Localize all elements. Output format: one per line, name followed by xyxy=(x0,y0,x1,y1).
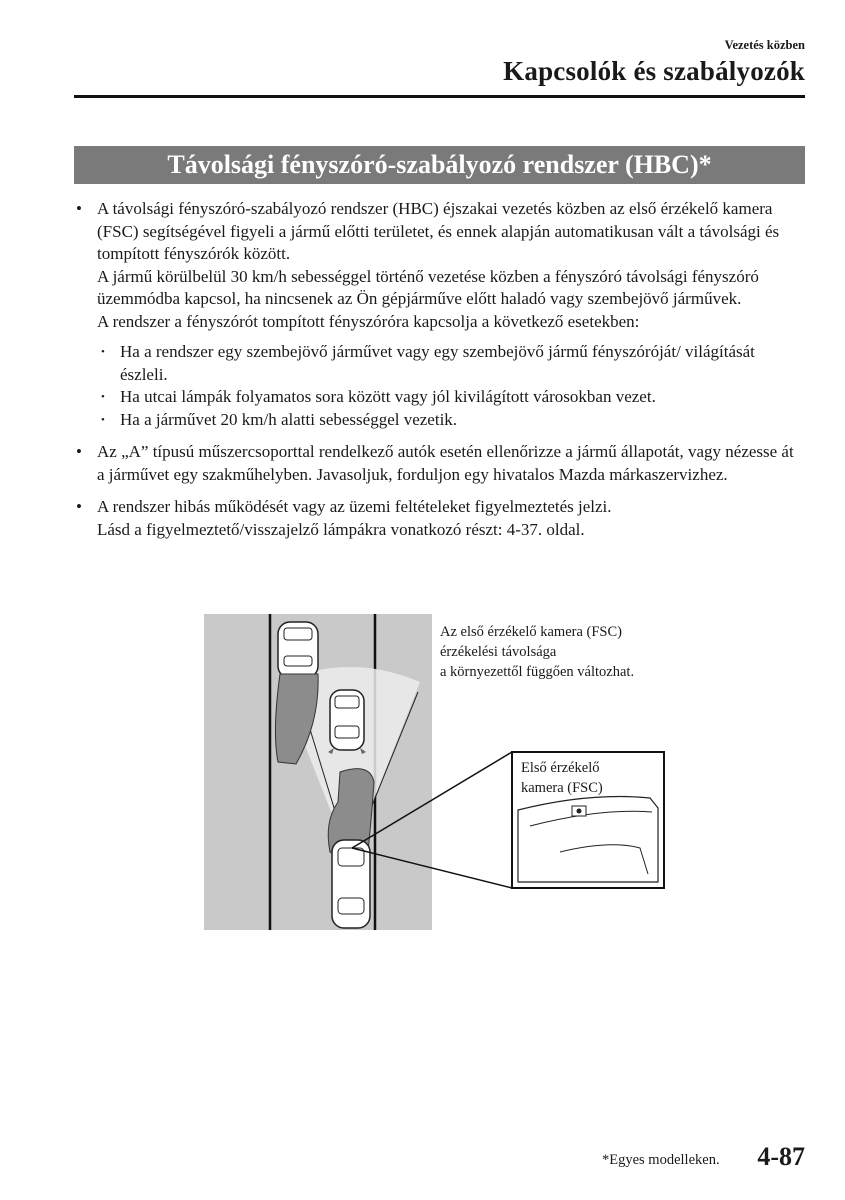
list-item: • Ha a járművet 20 km/h alatti sebességgel vezetik. xyxy=(97,409,805,432)
paragraph: • A rendszer hibás működését vagy az üzemi feltételeket figyelmeztetés jelzi. xyxy=(97,497,612,516)
bullet-instrument-cluster xyxy=(74,441,805,486)
page-number: 4-87 xyxy=(757,1142,805,1171)
paragraph: A jármű körülbelül 30 km/h sebességgel történő vezetése közben a fényszóró távolsági fényszóró üzemmódba kapcsol, ha nincsenek az Ön gépjárműve előtt haladó vagy szembejövő járművek. xyxy=(97,266,759,308)
page-title: Kapcsolók és szabályozók xyxy=(503,56,805,86)
footnote: *Egyes modelleken. xyxy=(602,1152,720,1168)
title-rule xyxy=(74,95,805,98)
paragraph: • Az „A” típusú műszercsoporttal rendelkező autók esetén ellenőrizze a jármű állapotát, vagy nézesse át a járművet egy szakműhelyben. Javasoljuk, forduljon egy hivatalos Mazda márkaszervizhez. xyxy=(97,442,794,484)
camera-label: Első érzékelő kamera (FSC) xyxy=(521,760,603,796)
detection-range-note: Az első érzékelő kamera (FSC) érzékelési távolsága a környezettől függően változhat. xyxy=(440,624,635,680)
bullet-hbc-description xyxy=(74,198,805,431)
low-beam-conditions-list xyxy=(97,341,805,431)
paragraph: A rendszer a fényszórót tompított fényszóróra kapcsolja a következő esetekben: xyxy=(97,311,640,331)
list-item: • Ha utcai lámpák folyamatos sora között vagy jól kivilágított városokban vezet. xyxy=(97,386,805,409)
running-header-section: Vezetés közben xyxy=(724,38,805,52)
paragraph: • A távolsági fényszóró-szabályozó rendszer (HBC) éjszakai vezetés közben az első érzékelő kamera (FSC) segítségével figyeli a jármű előtti területet, és ennek alapján automatikusan vált a távolsági és tompított fényszórók között. xyxy=(97,199,780,263)
section-title-banner: Távolsági fényszóró-szabályozó rendszer (HBC)* xyxy=(74,146,805,184)
body-content xyxy=(74,198,805,551)
bullet-malfunction-warning xyxy=(74,496,805,541)
list-item: • Ha a rendszer egy szembejövő járművet vagy egy szembejövő jármű fényszóróját/ világítását észleli. xyxy=(97,341,805,386)
paragraph: Lásd a figyelmeztető/visszajelző lámpákra vonatkozó részt: 4-37. oldal. xyxy=(97,519,585,539)
